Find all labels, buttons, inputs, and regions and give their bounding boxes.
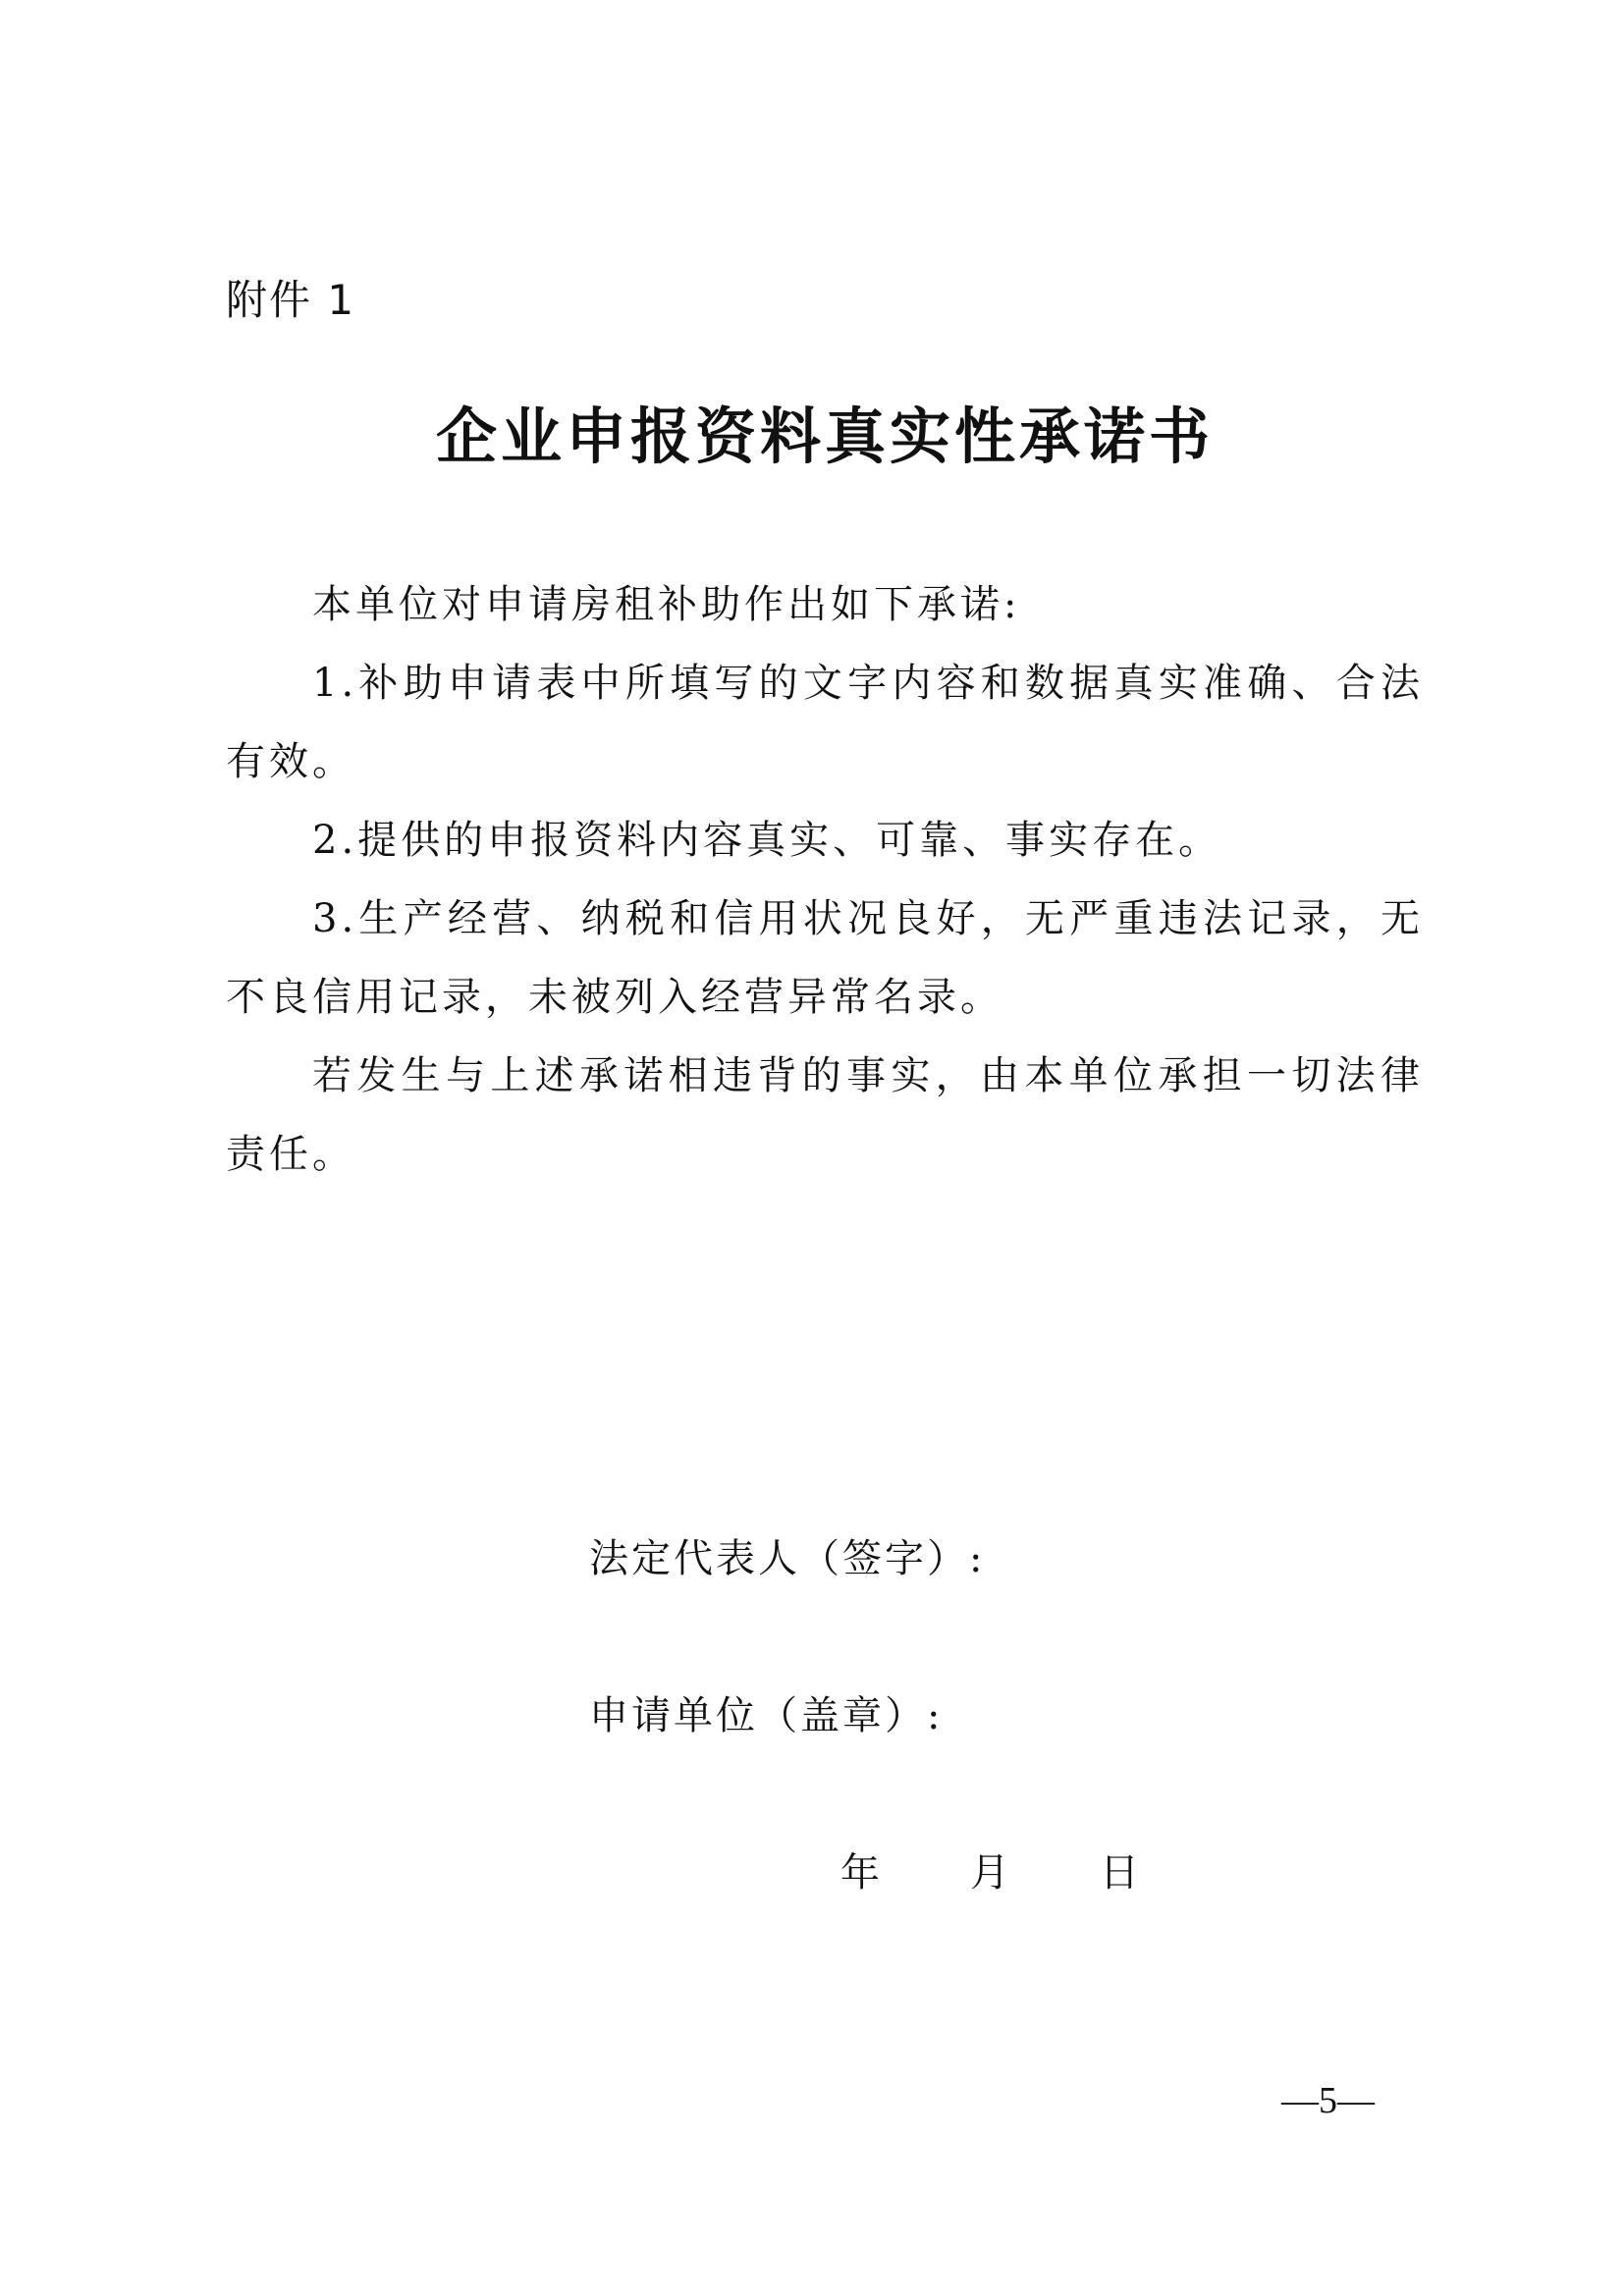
- document-body: [226, 565, 1424, 1194]
- commitment-item-3: 3.生产经营、纳税和信用状况良好，无严重违法记录，无不良信用记录，未被列入经营异常名录。: [226, 896, 1424, 1020]
- date-year-label: 年: [840, 1850, 880, 1896]
- attachment-label: 附件 1: [226, 276, 356, 324]
- date-month-label: 月: [970, 1850, 1009, 1896]
- applicant-unit-seal-label: 申请单位（盖章）:: [589, 1693, 944, 1738]
- date-day-label: 日: [1100, 1850, 1139, 1896]
- intro-paragraph: 本单位对申请房租补助作出如下承诺:: [312, 582, 1021, 627]
- page-number: —5—: [1281, 2080, 1375, 2121]
- commitment-item-2: 2.提供的申报资料内容真实、可靠、事实存在。: [312, 818, 1222, 863]
- liability-paragraph: 若发生与上述承诺相违背的事实，由本单位承担一切法律责任。: [226, 1053, 1424, 1177]
- document-title: 企业申报资料真实性承诺书: [435, 400, 1214, 472]
- legal-representative-signature-label: 法定代表人（签字）:: [589, 1536, 986, 1581]
- commitment-item-1: 1.补助申请表中所填写的文字内容和数据真实准确、合法有效。: [226, 661, 1424, 784]
